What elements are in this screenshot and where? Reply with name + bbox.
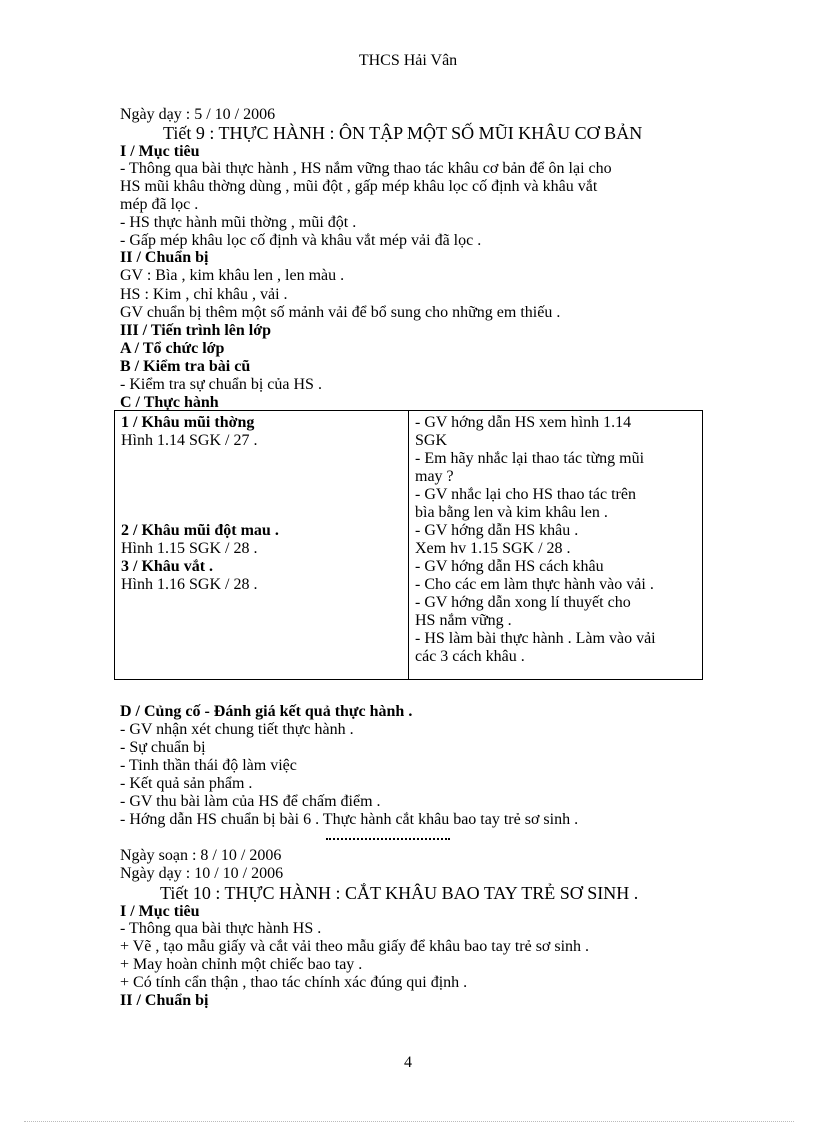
table-right-line: Xem hv 1.15 SGK / 28 . (415, 540, 571, 557)
subsection-heading: D / Củng cố - Đánh giá kết quả thực hành . (120, 703, 413, 720)
table-right-line: - GV hớng dẫn HS cách khâu (415, 558, 604, 575)
practice-table (114, 410, 703, 680)
subsection-heading: C / Thực hành (120, 394, 219, 411)
text-line: - Gấp mép khâu lọc cố định và khâu vắt mép vải đã lọc . (120, 232, 482, 249)
section-heading: II / Chuẩn bị (120, 992, 209, 1009)
page-bottom-rule (24, 1121, 794, 1122)
text-line: - GV thu bài làm của HS để chấm điểm . (120, 793, 381, 810)
text-line: - Thông qua bài thực hành HS . (120, 920, 322, 937)
section-heading: I / Mục tiêu (120, 143, 200, 160)
table-right-line: HS nắm vững . (415, 612, 512, 629)
section-heading: III / Tiến trình lên lớp (120, 322, 271, 339)
table-divider (408, 411, 409, 679)
section-heading: I / Mục tiêu (120, 903, 200, 920)
table-right-line: bìa bằng len và kim khâu len . (415, 504, 608, 521)
text-line: - HS thực hành mũi thờng , mũi đột . (120, 214, 357, 231)
text-line: HS mũi khâu thờng dùng , mũi đột , gấp mép khâu lọc cố định và khâu vắt (120, 178, 598, 195)
text-line: - Sự chuẩn bị (120, 739, 206, 756)
text-line: HS : Kim , chỉ khâu , vải . (120, 286, 288, 303)
page-header: THCS Hải Vân (358, 52, 458, 69)
dotted-separator (326, 838, 450, 840)
text-line: - Hớng dẫn HS chuẩn bị bài 6 . Thực hành cắt khâu bao tay trẻ sơ sinh . (120, 811, 579, 828)
lesson-title: Tiết 9 : THỰC HÀNH : ÔN TẬP MỘT SỐ MŨI KHÂU CƠ BẢN (163, 123, 643, 143)
teaching-date: Ngày dạy : 5 / 10 / 2006 (120, 106, 276, 123)
table-left-line: 3 / Khâu vắt . (121, 558, 214, 575)
subsection-heading: B / Kiểm tra bài cũ (120, 358, 251, 375)
text-line: GV chuẩn bị thêm một số mảnh vải để bổ sung cho những em thiếu . (120, 304, 561, 321)
table-left-line: 2 / Khâu mũi đột mau . (121, 522, 279, 539)
table-right-line: SGK (415, 432, 448, 449)
table-left-line: Hình 1.15 SGK / 28 . (121, 540, 258, 557)
text-line: GV : Bìa , kim khâu len , len màu . (120, 267, 345, 284)
table-right-line: - GV hớng dẫn xong lí thuyết cho (415, 594, 631, 611)
text-line: mép đã lọc . (120, 196, 199, 213)
lesson-title: Tiết 10 : THỰC HÀNH : CẮT KHÂU BAO TAY TRẺ SƠ SINH . (160, 883, 639, 903)
table-right-line: - GV hớng dẫn HS khâu . (415, 522, 579, 539)
teaching-date: Ngày dạy : 10 / 10 / 2006 (120, 865, 284, 882)
text-line: - Kiểm tra sự chuẩn bị của HS . (120, 376, 322, 393)
page-number: 4 (404, 1054, 412, 1071)
text-line: + May hoàn chỉnh một chiếc bao tay . (120, 956, 363, 973)
text-line: - Tinh thần thái độ làm việc (120, 757, 297, 774)
table-right-line: - Cho các em làm thực hành vào vải . (415, 576, 654, 593)
table-right-line: may ? (415, 468, 454, 485)
text-line: - Kết quả sản phẩm . (120, 775, 253, 792)
table-right-line: - GV nhắc lại cho HS thao tác trên (415, 486, 636, 503)
section-heading: II / Chuẩn bị (120, 249, 209, 266)
text-line: - GV nhận xét chung tiết thực hành . (120, 721, 354, 738)
table-right-line: - HS làm bài thực hành . Làm vào vải (415, 630, 656, 647)
table-right-line: - GV hớng dẫn HS xem hình 1.14 (415, 414, 632, 431)
preparation-date: Ngày soạn : 8 / 10 / 2006 (120, 847, 282, 864)
table-right-line: các 3 cách khâu . (415, 648, 525, 665)
text-line: + Vẽ , tạo mẫu giấy và cắt vải theo mẫu giấy để khâu bao tay trẻ sơ sinh . (120, 938, 590, 955)
table-right-line: - Em hãy nhắc lại thao tác từng mũi (415, 450, 645, 467)
subsection-heading: A / Tổ chức lớp (120, 340, 225, 357)
text-line: + Có tính cẩn thận , thao tác chính xác đúng qui định . (120, 974, 468, 991)
table-left-line: Hình 1.16 SGK / 28 . (121, 576, 258, 593)
text-line: - Thông qua bài thực hành , HS nắm vững thao tác khâu cơ bản để ôn lại cho (120, 160, 612, 177)
table-left-line: Hình 1.14 SGK / 27 . (121, 432, 258, 449)
table-left-line: 1 / Khâu mũi thờng (121, 414, 255, 431)
